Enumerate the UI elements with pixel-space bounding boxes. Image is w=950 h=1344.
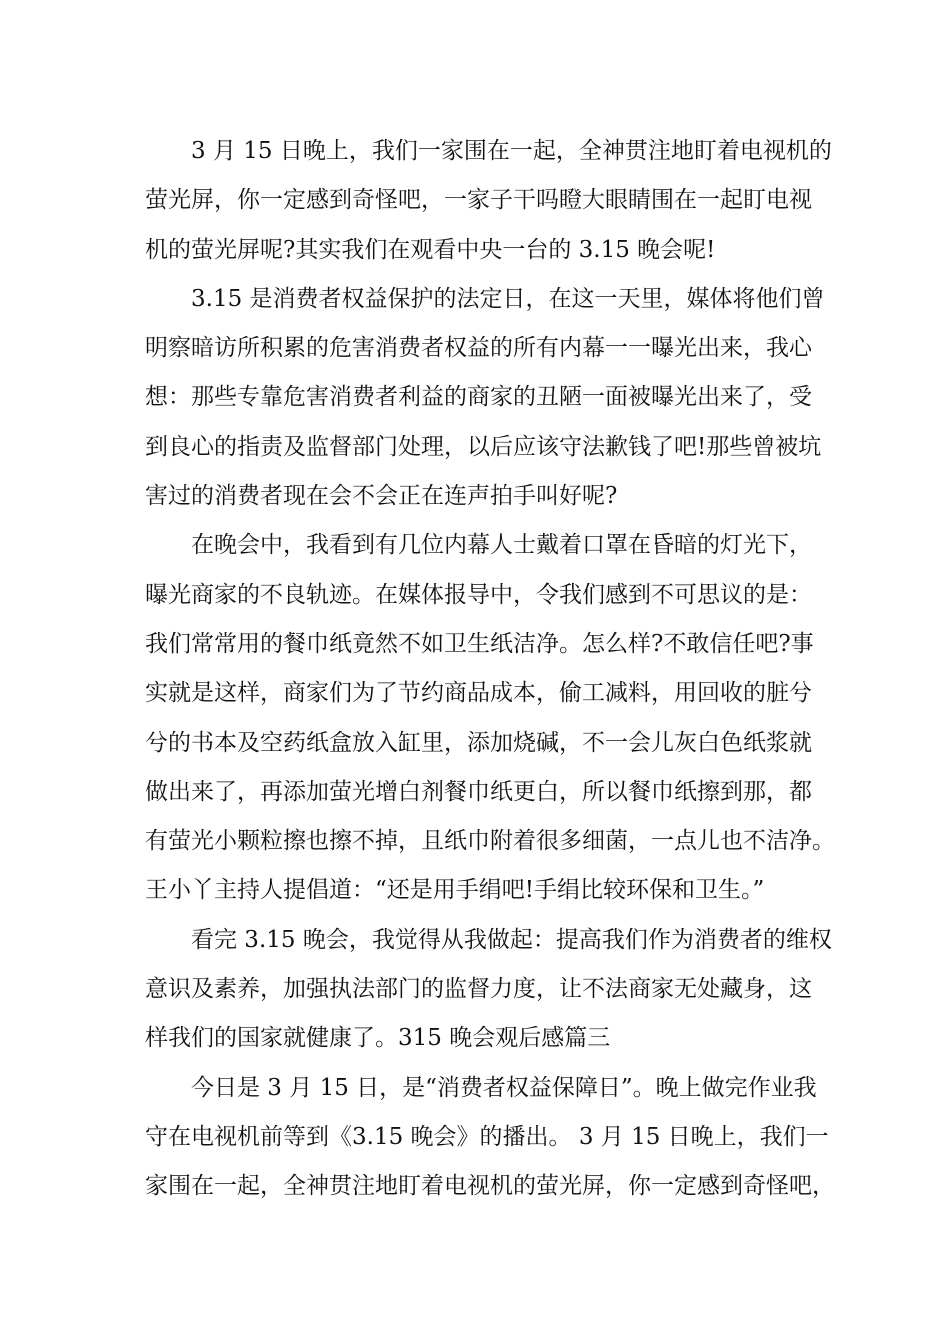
paragraph-2 [145,275,825,521]
paragraph-1 [145,127,832,275]
paragraph-line: 王小丫主持人提倡道：“还是用手绢吧!手绢比较环保和卫生。” [145,877,765,904]
paragraph-line: 萤光屏，你一定感到奇怪吧，一家子干吗瞪大眼睛围在一起盯电视 [145,187,812,214]
paragraph-3 [145,521,835,915]
paragraph-line: 实就是这样，商家们为了节约商品成本，偷工减料，用回收的脏兮 [145,680,812,707]
paragraph-line: 想：那些专靠危害消费者利益的商家的丑陋一面被曝光出来了，受 [145,384,812,411]
paragraph-line: 做出来了，再添加萤光增白剂餐巾纸更白，所以餐巾纸擦到那，都 [145,778,812,805]
document-body [145,127,835,1212]
paragraph-line: 意识及素养，加强执法部门的监督力度，让不法商家无处藏身，这 [145,976,812,1003]
paragraph-line: 到良心的指责及监督部门处理，以后应该守法歉钱了吧!那些曾被坑 [145,433,822,460]
paragraph-line: 曝光商家的不良轨迹。在媒体报导中，令我们感到不可思议的是： [145,581,812,608]
paragraph-line: 家围在一起，全神贯注地盯着电视机的萤光屏，你一定感到奇怪吧， [145,1173,835,1200]
paragraph-line: 3.15 是消费者权益保护的法定日，在这一天里，媒体将他们曾 [191,285,825,312]
paragraph-line: 有萤光小颗粒擦也擦不掉，且纸巾附着很多细菌，一点儿也不洁净。 [145,828,835,855]
paragraph-line: 害过的消费者现在会不会正在连声拍手叫好呢? [145,483,618,510]
paragraph-line: 我们常常用的餐巾纸竟然不如卫生纸洁净。怎么样?不敢信任吧?事 [145,630,814,657]
paragraph-line: 今日是 3 月 15 日，是“消费者权益保障日”。晚上做完作业我 [191,1074,817,1101]
paragraph-line: 兮的书本及空药纸盒放入缸里，添加烧碱，不一会儿灰白色纸浆就 [145,729,812,756]
paragraph-line: 看完 3.15 晚会，我觉得从我做起：提高我们作为消费者的维权 [191,926,832,953]
paragraph-line: 3 月 15 日晚上，我们一家围在一起，全神贯注地盯着电视机的 [191,138,832,164]
paragraph-4 [145,916,832,1064]
paragraph-line: 样我们的国家就健康了。315 晚会观后感篇三 [145,1025,611,1052]
paragraph-line: 守在电视机前等到《3.15 晚会》的播出。 3 月 15 日晚上，我们一 [145,1123,829,1150]
paragraph-5 [145,1064,835,1212]
paragraph-line: 明察暗访所积累的危害消费者权益的所有内幕一一曝光出来，我心 [145,335,812,362]
paragraph-line: 机的萤光屏呢?其实我们在观看中央一台的 3.15 晚会呢! [145,236,716,263]
paragraph-line: 在晚会中，我看到有几位内幕人士戴着口罩在昏暗的灯光下， [191,532,812,559]
